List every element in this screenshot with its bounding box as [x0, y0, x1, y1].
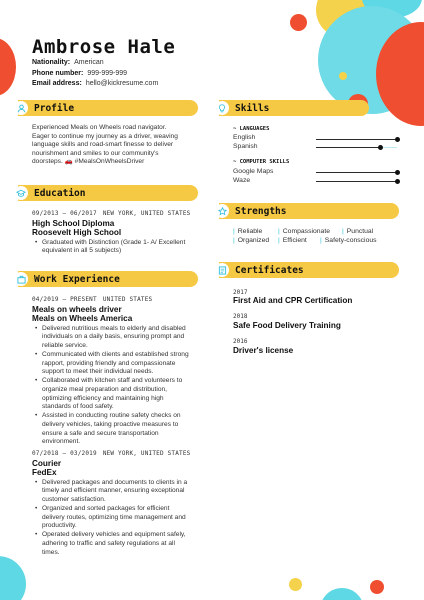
- skill-bar-fill: [316, 139, 397, 140]
- decor-circle-yellow-bottom: [289, 578, 302, 591]
- section-header-work-experience: [18, 271, 198, 287]
- section-title-profile: Profile: [34, 102, 75, 114]
- cert-year: 2018: [233, 313, 248, 320]
- work-company: Meals on Wheels America: [32, 314, 133, 324]
- decor-circle-yellow-small: [339, 72, 347, 80]
- skill-category-languages: ~ LANGUAGES: [233, 126, 270, 132]
- decor-circle-cyan-bottom: [320, 588, 364, 600]
- section-header-education: [18, 185, 198, 201]
- list-item: • Assisted in conducting routine safety checks on delivery vehicles, taking proactive measures to ensure a safe and secure transportation environment.: [32, 412, 192, 446]
- decor-circle-red-small: [290, 14, 307, 31]
- info-phone: Phone number: 999-999-999: [32, 69, 128, 77]
- cert-year: 2017: [233, 289, 248, 296]
- work-bullets: [32, 479, 192, 558]
- list-item: • Operated delivery vehicles and equipment safely, adhering to traffic and safety regulations at all times.: [32, 531, 192, 557]
- work-role: Meals on wheels driver: [32, 304, 122, 314]
- work-meta: 07/2018 – 03/2019 NEW YORK, UNITED STATES: [32, 450, 191, 457]
- strength-compassionate: | Compassionate: [278, 228, 330, 235]
- section-title-certificates: Certificates: [235, 264, 304, 276]
- profile-summary: Experienced Meals on Wheels road navigator. Eager to continue my journey as a driver, weaving language skills and road-smart finesse to deliver nourishment and smiles to our community's doorsteps. 🚗 #MealsOnWheelsDriver: [32, 124, 178, 166]
- section-header-strengths: [219, 203, 399, 219]
- skill-spanish: Spanish: [233, 143, 258, 150]
- skill-english: English: [233, 134, 256, 141]
- section-header-skills: [219, 100, 369, 116]
- cert-year: 2016: [233, 338, 248, 345]
- skill-level-dot: [395, 179, 400, 184]
- decor-circle-cyan-left: [0, 556, 26, 600]
- skill-bar-spanish: [316, 147, 397, 148]
- strength-efficient: | Efficient: [278, 237, 307, 244]
- list-item: • Collaborated with kitchen staff and volunteers to organize meal preparation and distribution, optimizing efficiency and maintaining high standards of food safety.: [32, 377, 192, 411]
- section-title-strengths: Strengths: [235, 205, 287, 217]
- education-meta: 09/2013 – 06/2017 NEW YORK, UNITED STATES: [32, 210, 191, 217]
- section-title-work-experience: Work Experience: [34, 273, 120, 285]
- cert-title: Driver's license: [233, 346, 294, 355]
- skill-level-dot: [395, 137, 400, 142]
- decor-circle-red-bottom: [370, 580, 384, 594]
- list-item: • Delivered nutritious meals to elderly and disabled individuals on a daily basis, ensuring prompt and reliable service.: [32, 325, 192, 351]
- skill-category-computer: ~ COMPUTER SKILLS: [233, 159, 290, 165]
- list-item: • Graduated with Distinction (Grade 1- A/ Excellent equivalent in all 5 subjects): [32, 239, 192, 256]
- certificate-icon: [215, 263, 229, 277]
- star-icon: [215, 204, 229, 218]
- work-bullets: [32, 325, 192, 447]
- personal-info: [32, 58, 158, 90]
- section-header-profile: [18, 100, 198, 116]
- skill-level-dot: [395, 170, 400, 175]
- work-meta: 04/2019 – PRESENT UNITED STATES: [32, 296, 153, 303]
- work-entry-2: [32, 450, 192, 558]
- lightbulb-icon: [215, 101, 229, 115]
- work-role: Courier: [32, 458, 62, 468]
- cert-title: Safe Food Delivery Training: [233, 321, 341, 330]
- skill-bar-fill: [316, 172, 397, 173]
- education-school: Roosevelt High School: [32, 228, 122, 238]
- education-degree: High School Diploma: [32, 218, 115, 228]
- cert-title: First Aid and CPR Certification: [233, 296, 353, 305]
- section-header-certificates: [219, 262, 399, 278]
- list-item: • Communicated with clients and established strong rapport, providing friendly and compassionate support to meet their individual needs.: [32, 351, 192, 377]
- work-entry-1: [32, 296, 192, 447]
- skill-waze: Waze: [233, 177, 251, 184]
- skill-level-dot: [378, 145, 383, 150]
- user-icon: [14, 101, 28, 115]
- briefcase-icon: [14, 272, 28, 286]
- skill-bar-english: [316, 139, 397, 140]
- graduation-cap-icon: [14, 186, 28, 200]
- skill-bar-fill: [316, 181, 397, 182]
- strength-safety-conscious: | Safety-conscious: [320, 237, 377, 244]
- skill-google-maps: Google Maps: [233, 168, 274, 175]
- list-item: • Delivered packages and documents to clients in a timely and efficient manner, ensuring exceptional customer satisfaction.: [32, 479, 192, 505]
- education-bullets: [32, 239, 192, 256]
- section-title-education: Education: [34, 187, 86, 199]
- info-email: Email address: hello@kickresume.com: [32, 80, 159, 87]
- section-title-skills: Skills: [235, 102, 270, 114]
- list-item: • Organized and sorted packages for efficient delivery routes, optimizing time management and productivity.: [32, 505, 192, 531]
- education-entry: [32, 210, 192, 256]
- strength-organized: | Organized: [233, 237, 270, 244]
- skill-bar-google-maps: [316, 172, 397, 173]
- decor-circle-red-left: [0, 38, 16, 96]
- work-company: FedEx: [32, 468, 57, 478]
- skill-bar-waze: [316, 181, 397, 182]
- skill-bar-fill: [316, 147, 381, 148]
- strength-reliable: | Reliable: [233, 228, 263, 235]
- candidate-name: Ambrose Hale: [32, 36, 176, 58]
- strength-punctual: | Punctual: [342, 228, 374, 235]
- info-nationality: Nationality: American: [32, 59, 104, 66]
